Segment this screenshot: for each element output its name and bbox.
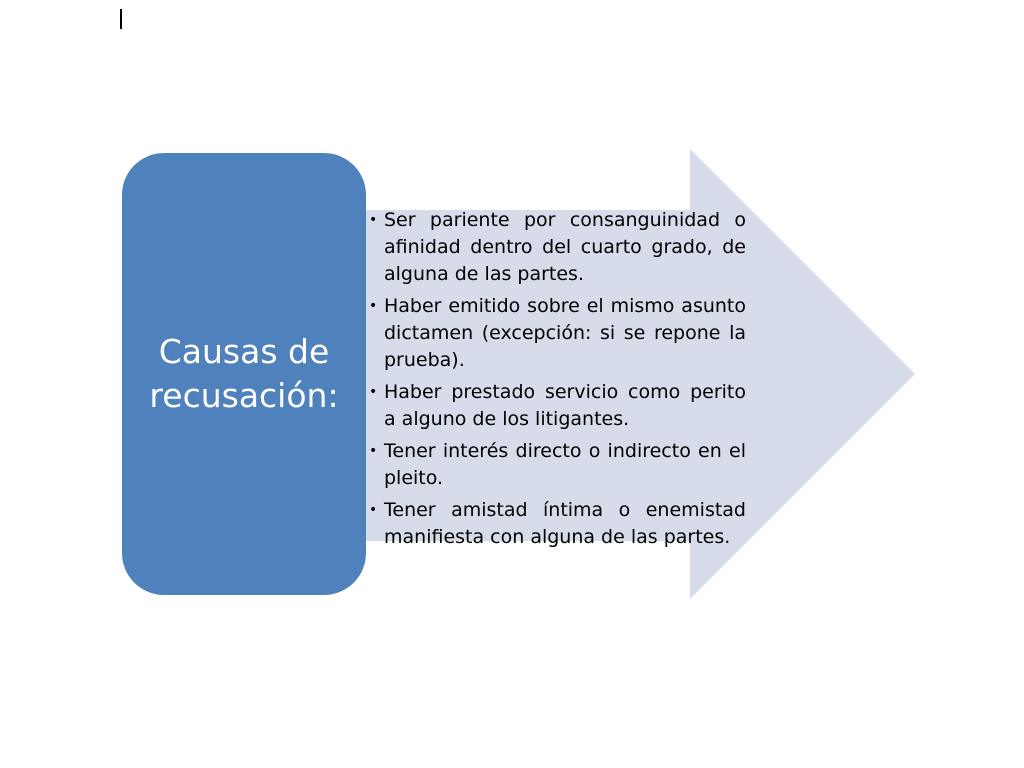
- cause-text: Haber prestado servicio como perito a alguno de los litigantes.: [384, 381, 746, 430]
- cause-item: [366, 207, 746, 288]
- bullet-icon: •: [369, 502, 378, 518]
- cause-item: [366, 293, 746, 374]
- bullet-icon: •: [369, 443, 378, 459]
- cause-text: Tener interés directo o indirecto en el pleito.: [384, 440, 746, 489]
- causes-label-text: Causas de recusación:: [149, 332, 339, 415]
- cause-item: [366, 497, 746, 551]
- bullet-icon: •: [369, 212, 378, 228]
- cause-text: Tener amistad íntima o enemistad manifiesta con alguna de las partes.: [384, 499, 746, 548]
- causes-label-box: [122, 153, 366, 595]
- bullet-icon: •: [369, 298, 378, 314]
- bullet-icon: •: [369, 384, 378, 400]
- cause-item: [366, 438, 746, 492]
- causes-list: [366, 207, 746, 556]
- cause-text: Haber emitido sobre el mismo asunto dictamen (excepción: si se repone la prueba).: [384, 295, 746, 371]
- cause-text: Ser pariente por consanguinidad o afinidad dentro del cuarto grado, de alguna de las partes.: [384, 209, 746, 285]
- cause-item: [366, 379, 746, 433]
